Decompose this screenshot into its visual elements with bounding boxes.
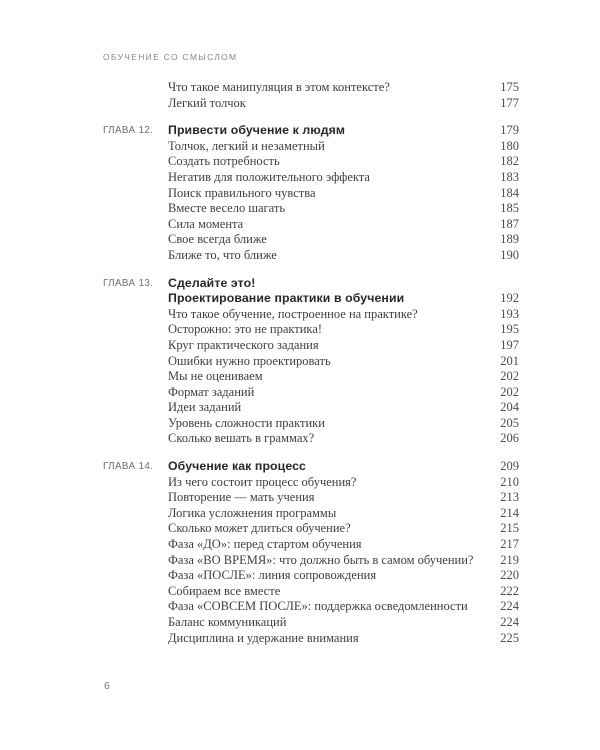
toc-entry-title: Фаза «ДО»: перед стартом обучения	[168, 537, 362, 552]
toc-entry-title: Свое всегда ближе	[168, 232, 267, 247]
toc-entry-title: Круг практического задания	[168, 337, 319, 352]
chapter-label: ГЛАВА 12.	[103, 125, 154, 137]
toc-section	[103, 123, 519, 263]
toc-entry-row	[103, 490, 519, 506]
toc-entry-row	[103, 217, 519, 233]
toc-entry-title: Что такое обучение, построенное на практике?	[168, 306, 418, 321]
toc-entry-row	[103, 139, 519, 155]
toc-entry-page-number: 184	[500, 185, 519, 200]
toc-entry-row	[103, 96, 519, 112]
toc-entry-page-number: 225	[500, 630, 519, 645]
toc-entry-page-number: 210	[500, 474, 519, 489]
toc-entry-title: Баланс коммуникаций	[168, 615, 287, 629]
toc-entry-title: Ближе то, что ближе	[168, 247, 277, 262]
running-header: ОБУЧЕНИЕ СО СМЫСЛОМ	[103, 52, 238, 62]
chapter-page-number: 179	[500, 123, 519, 138]
toc-entry-row	[103, 186, 519, 202]
toc-entry-title: Идеи заданий	[168, 400, 242, 415]
toc-entry-page-number: 224	[500, 599, 519, 614]
toc-entry-row	[103, 369, 519, 385]
toc-entry-page-number: 222	[500, 583, 519, 598]
toc-entry-row	[103, 506, 519, 522]
toc-entry-title: Сколько может длиться обучение?	[168, 521, 351, 536]
chapter-page-number: 192	[500, 291, 519, 306]
toc-entry-title: Создать потребность	[168, 154, 280, 169]
chapter-page-number: 209	[500, 459, 519, 474]
chapter-title-line: Проектирование практики в обучении	[168, 291, 405, 306]
toc-entry-page-number: 201	[500, 353, 519, 368]
toc-entry-row	[103, 338, 519, 354]
toc-entry-row	[103, 170, 519, 186]
toc-entry-row	[103, 537, 519, 553]
toc-entry-title: Легкий толчок	[168, 95, 246, 110]
toc-entry-title: Негатив для положительного эффекта	[168, 169, 370, 184]
toc-entry-title: Формат заданий	[168, 384, 255, 399]
toc-entry-row	[103, 80, 519, 96]
toc-entry-title: Собираем все вместе	[168, 583, 281, 598]
page-number-folio: 6	[104, 680, 110, 692]
table-of-contents	[103, 80, 519, 646]
toc-entry-page-number: 214	[500, 505, 519, 520]
toc-entry-title: Уровень сложности практики	[168, 415, 325, 430]
toc-entry-row	[103, 584, 519, 600]
toc-entry-row	[103, 154, 519, 170]
toc-entry-row	[103, 521, 519, 537]
toc-entry-row	[103, 232, 519, 248]
toc-entry-page-number: 193	[500, 306, 519, 321]
toc-entry-row	[103, 416, 519, 432]
chapter-label: ГЛАВА 14.	[103, 461, 154, 473]
toc-entry-title: Осторожно: это не практика!	[168, 322, 323, 337]
chapter-title	[168, 123, 485, 139]
toc-entry-row	[103, 354, 519, 370]
toc-entry-page-number: 205	[500, 415, 519, 430]
toc-entry-page-number: 220	[500, 568, 519, 583]
toc-entry-title: Дисциплина и удержание внимания	[168, 630, 359, 645]
toc-entry-title: Повторение — мать учения	[168, 490, 315, 505]
toc-entry-page-number: 204	[500, 400, 519, 415]
toc-entry-title: Логика усложнения программы	[168, 505, 337, 520]
toc-entry-row	[103, 553, 519, 569]
chapter-heading-row	[103, 276, 519, 307]
toc-entry-title: Сколько вешать в граммах?	[168, 431, 315, 446]
toc-entry-row	[103, 568, 519, 584]
toc-entry-title: Фаза «ПОСЛЕ»: линия сопровождения	[168, 568, 377, 583]
toc-section	[103, 80, 519, 111]
toc-entry-page-number: 177	[500, 95, 519, 110]
toc-entry-page-number: 206	[500, 431, 519, 446]
toc-entry-page-number: 202	[500, 384, 519, 399]
toc-entry-row	[103, 385, 519, 401]
toc-entry-row	[103, 322, 519, 338]
toc-entry-page-number: 190	[500, 247, 519, 262]
chapter-heading-row	[103, 123, 519, 139]
chapter-heading-row	[103, 459, 519, 475]
chapter-title-line: Привести обучение к людям	[168, 123, 346, 138]
toc-entry-page-number: 195	[500, 322, 519, 337]
toc-entry-page-number: 217	[500, 537, 519, 552]
toc-entry-page-number: 180	[500, 138, 519, 153]
toc-entry-title: Толчок, легкий и незаметный	[168, 138, 325, 153]
toc-entry-page-number: 215	[500, 521, 519, 536]
chapter-label: ГЛАВА 13.	[103, 277, 154, 289]
toc-entry-page-number: 182	[500, 154, 519, 169]
toc-entry-row	[103, 431, 519, 447]
chapter-title-line: Сделайте это!	[168, 275, 256, 290]
toc-entry-row	[103, 248, 519, 264]
toc-entry-page-number: 187	[500, 216, 519, 231]
toc-entry-title: Фаза «ВО ВРЕМЯ»: что должно быть в самом обучении?	[168, 552, 474, 567]
toc-entry-page-number: 185	[500, 201, 519, 216]
toc-entry-page-number: 189	[500, 232, 519, 247]
toc-entry-row	[103, 400, 519, 416]
toc-entry-page-number: 224	[500, 615, 519, 629]
toc-entry-row	[103, 599, 519, 615]
toc-entry-page-number: 183	[500, 169, 519, 184]
toc-entry-row	[103, 475, 519, 491]
toc-entry-title: Сила момента	[168, 216, 244, 231]
toc-entry-title: Ошибки нужно проектировать	[168, 353, 331, 368]
toc-entry-page-number: 197	[500, 337, 519, 352]
toc-entry-title: Что такое манипуляция в этом контексте?	[168, 80, 390, 94]
toc-entry-row	[103, 307, 519, 323]
chapter-title	[168, 459, 485, 475]
toc-section	[103, 276, 519, 448]
toc-entry-page-number: 219	[500, 552, 519, 567]
toc-entry-row	[103, 631, 519, 647]
toc-section	[103, 459, 519, 646]
toc-entry-page-number: 202	[500, 369, 519, 384]
toc-entry-row	[103, 201, 519, 217]
toc-entry-page-number: 213	[500, 490, 519, 505]
toc-entry-page-number: 175	[500, 80, 519, 94]
toc-entry-title: Поиск правильного чувства	[168, 185, 316, 200]
chapter-title	[168, 276, 485, 307]
toc-entry-row	[103, 615, 519, 631]
toc-entry-title: Фаза «СОВСЕМ ПОСЛЕ»: поддержка осведомленности	[168, 599, 468, 614]
toc-entry-title: Из чего состоит процесс обучения?	[168, 474, 357, 489]
toc-entry-title: Мы не оцениваем	[168, 369, 263, 384]
chapter-title-line: Обучение как процесс	[168, 459, 306, 474]
toc-entry-title: Вместе весело шагать	[168, 201, 286, 216]
